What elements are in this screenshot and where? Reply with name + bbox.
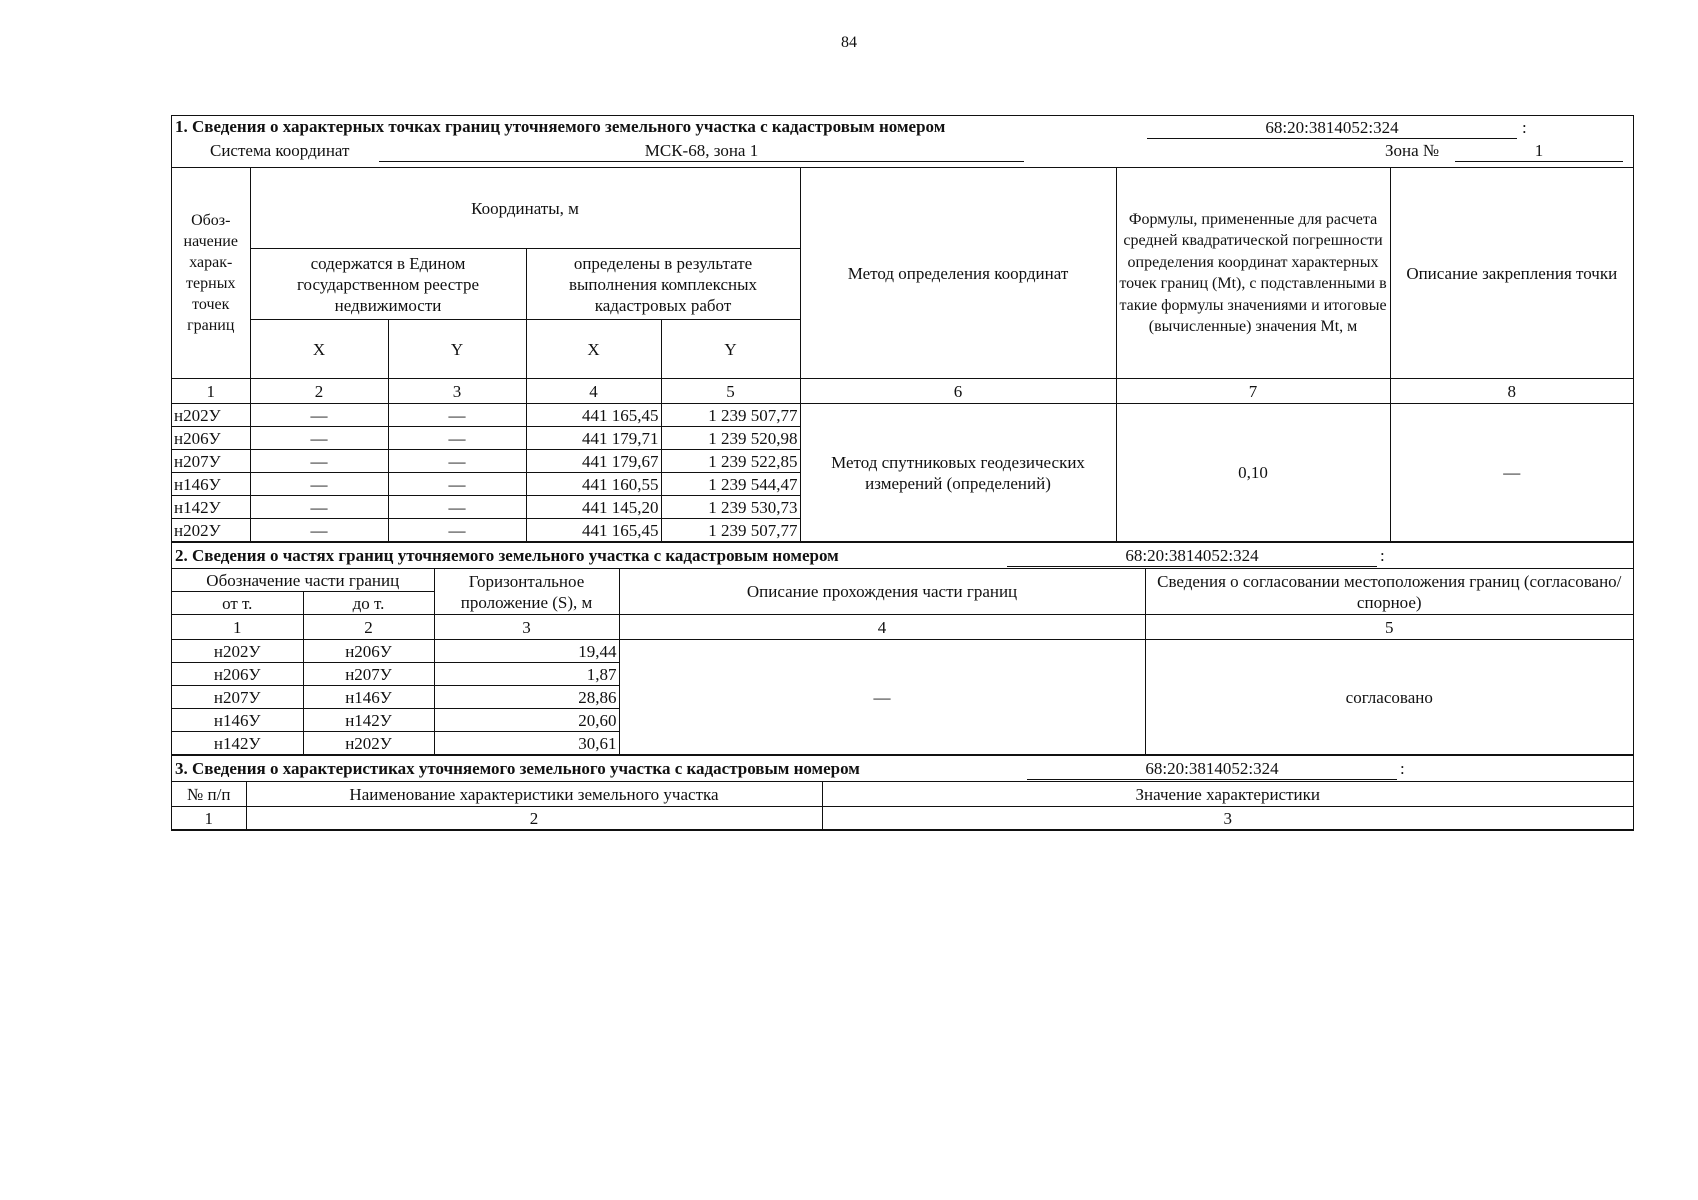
point-name: н142У xyxy=(172,496,250,519)
y-egrn: — xyxy=(388,496,526,519)
section-2-header xyxy=(172,542,1633,569)
header-point-designation: Обоз-начение харак-терных точек границ xyxy=(172,168,250,379)
section-1-colon: : xyxy=(1522,118,1527,137)
col-number: 1 xyxy=(172,807,246,830)
x-value: 441 179,67 xyxy=(526,450,661,473)
col-number: 2 xyxy=(246,807,822,830)
zone-value: 1 xyxy=(1455,140,1623,162)
to-point: н207У xyxy=(303,663,434,686)
route-description-value: — xyxy=(619,640,1145,755)
x-egrn: — xyxy=(250,473,388,496)
x-egrn: — xyxy=(250,450,388,473)
y-value: 1 239 522,85 xyxy=(661,450,800,473)
section-2-table xyxy=(172,569,1633,755)
x-value: 441 165,45 xyxy=(526,404,661,427)
mt-value: 0,10 xyxy=(1116,404,1390,542)
zone-label: Зона № xyxy=(1385,141,1440,160)
section-3-table xyxy=(172,782,1633,830)
horizontal-length: 30,61 xyxy=(434,732,619,755)
col-number: 3 xyxy=(822,807,1633,830)
header-y-kkr: Y xyxy=(661,320,800,379)
point-name: н202У xyxy=(172,519,250,542)
y-egrn: — xyxy=(388,473,526,496)
y-egrn: — xyxy=(388,427,526,450)
header-egrn: содержатся в Едином государственном реестре недвижимости xyxy=(250,249,526,320)
agreement-value: согласовано xyxy=(1145,640,1633,755)
section-3-header xyxy=(172,755,1633,782)
header-x-kkr: X xyxy=(526,320,661,379)
coord-system-value: МСК-68, зона 1 xyxy=(379,140,1024,162)
y-value: 1 239 507,77 xyxy=(661,519,800,542)
x-value: 441 165,45 xyxy=(526,519,661,542)
section-3-cadastral-number: 68:20:3814052:324 xyxy=(1027,758,1397,780)
method-value: Метод спутниковых геодезических измерений (определений) xyxy=(800,404,1116,542)
header-coordinates: Координаты, м xyxy=(250,168,800,249)
header-characteristic-name: Наименование характеристики земельного участка xyxy=(246,782,822,807)
from-point: н202У xyxy=(172,640,303,663)
point-name: н206У xyxy=(172,427,250,450)
page-number: 84 xyxy=(841,34,857,51)
col-number: 2 xyxy=(303,615,434,640)
from-point: н142У xyxy=(172,732,303,755)
to-point: н146У xyxy=(303,686,434,709)
table-row xyxy=(172,640,1633,663)
point-name: н202У xyxy=(172,404,250,427)
header-horizontal-length: Горизонтальное проложение (S), м xyxy=(434,569,619,615)
section-1-cadastral-number: 68:20:3814052:324 xyxy=(1147,117,1517,139)
from-point: н207У xyxy=(172,686,303,709)
y-value: 1 239 507,77 xyxy=(661,404,800,427)
point-name: н146У xyxy=(172,473,250,496)
y-egrn: — xyxy=(388,519,526,542)
y-value: 1 239 544,47 xyxy=(661,473,800,496)
y-value: 1 239 520,98 xyxy=(661,427,800,450)
x-value: 441 179,71 xyxy=(526,427,661,450)
to-point: н202У xyxy=(303,732,434,755)
from-point: н146У xyxy=(172,709,303,732)
header-from-point: от т. xyxy=(172,592,303,615)
col-number: 1 xyxy=(172,379,250,404)
horizontal-length: 1,87 xyxy=(434,663,619,686)
from-point: н206У xyxy=(172,663,303,686)
section-2-title: 2. Сведения о частях границ уточняемого земельного участка с кадастровым номером xyxy=(175,546,839,565)
header-fixation-description: Описание закрепления точки xyxy=(1390,168,1633,379)
coord-system-label: Система координат xyxy=(210,141,350,160)
x-value: 441 160,55 xyxy=(526,473,661,496)
header-kkr: определены в результате выполнения комплексных кадастровых работ xyxy=(526,249,800,320)
x-egrn: — xyxy=(250,519,388,542)
col-number: 5 xyxy=(661,379,800,404)
section-1-header xyxy=(172,116,1633,168)
header-x-egrn: X xyxy=(250,320,388,379)
header-formula: Формулы, примененные для расчета средней квадратической погрешности определения координат характерных точек границ (Mt), с подставленными в такие формулы значениями и итоговые (вычисленные) значения Mt, м xyxy=(1116,168,1390,379)
col-number: 5 xyxy=(1145,615,1633,640)
col-number: 1 xyxy=(172,615,303,640)
x-value: 441 145,20 xyxy=(526,496,661,519)
x-egrn: — xyxy=(250,496,388,519)
col-number: 3 xyxy=(434,615,619,640)
col-number: 7 xyxy=(1116,379,1390,404)
horizontal-length: 20,60 xyxy=(434,709,619,732)
point-name: н207У xyxy=(172,450,250,473)
section-3-colon: : xyxy=(1400,759,1405,778)
horizontal-length: 28,86 xyxy=(434,686,619,709)
header-to-point: до т. xyxy=(303,592,434,615)
horizontal-length: 19,44 xyxy=(434,640,619,663)
y-egrn: — xyxy=(388,450,526,473)
header-agreement: Сведения о согласовании местоположения границ (согласовано/спорное) xyxy=(1145,569,1633,615)
header-characteristic-value: Значение характеристики xyxy=(822,782,1633,807)
header-y-egrn: Y xyxy=(388,320,526,379)
y-value: 1 239 530,73 xyxy=(661,496,800,519)
section-1-table xyxy=(172,168,1633,542)
section-2-colon: : xyxy=(1380,546,1385,565)
to-point: н206У xyxy=(303,640,434,663)
table-row xyxy=(172,404,1633,427)
col-number: 4 xyxy=(619,615,1145,640)
header-route-description: Описание прохождения части границ xyxy=(619,569,1145,615)
col-number: 3 xyxy=(388,379,526,404)
x-egrn: — xyxy=(250,404,388,427)
y-egrn: — xyxy=(388,404,526,427)
to-point: н142У xyxy=(303,709,434,732)
fixation-description-value: — xyxy=(1390,404,1633,542)
col-number: 8 xyxy=(1390,379,1633,404)
section-3-title: 3. Сведения о характеристиках уточняемого земельного участка с кадастровым номером xyxy=(175,759,860,778)
header-part-designation: Обозначение части границ xyxy=(172,569,434,592)
header-method: Метод определения координат xyxy=(800,168,1116,379)
header-number: № п/п xyxy=(172,782,246,807)
x-egrn: — xyxy=(250,427,388,450)
document-form xyxy=(171,115,1634,831)
col-number: 6 xyxy=(800,379,1116,404)
col-number: 2 xyxy=(250,379,388,404)
col-number: 4 xyxy=(526,379,661,404)
section-2-cadastral-number: 68:20:3814052:324 xyxy=(1007,545,1377,567)
section-1-title: 1. Сведения о характерных точках границ уточняемого земельного участка с кадастровым номером xyxy=(175,117,946,136)
